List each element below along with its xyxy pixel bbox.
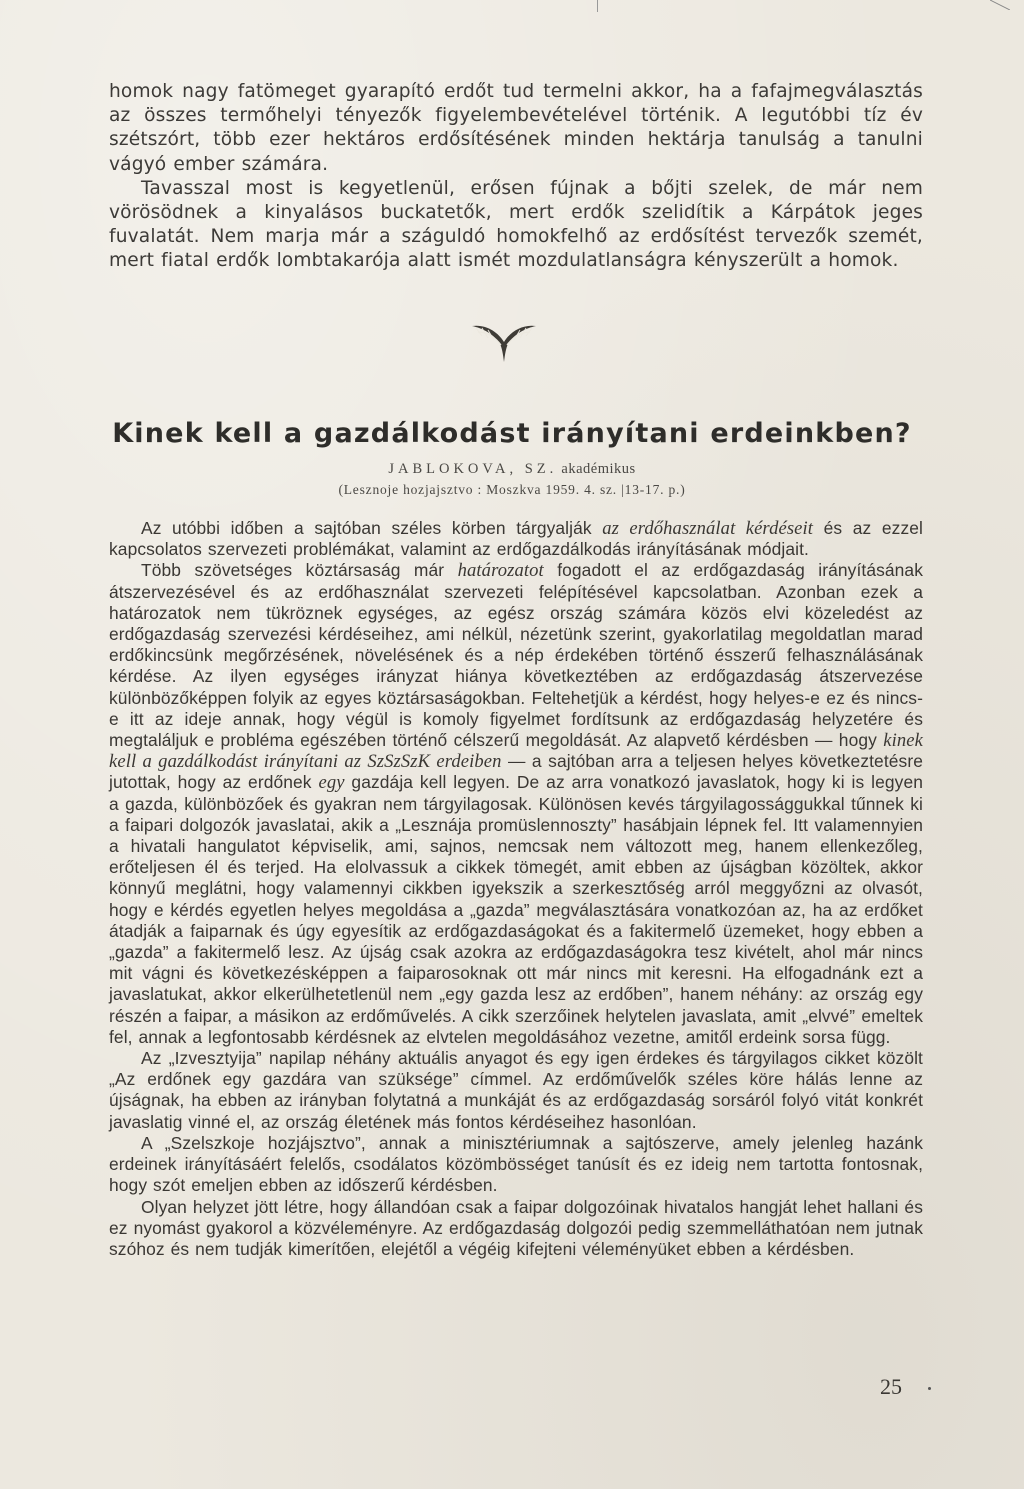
author-role: akadémikus — [561, 461, 636, 477]
text-run: Több szövetséges köztársaság már — [141, 560, 458, 581]
scan-corner-mark — [990, 0, 1010, 10]
text-run: Az „Izvesztyija” napilap néhány aktuális anyagot és egy igen érdekes és tárgyilagos cikket közölt „Az erdőnek egy gazdára van szüksége” címmel. Az erdőművelők széles köre hálás lenne az újságnak, ha ebben az irányban folytatná a munkáját és az erdőgazdaság sorsáról folyó vitát konkrét javaslatig vinné el, az ország életének más fontos kérdéseihez hasonlóan. — [109, 1048, 923, 1132]
italic-phrase: kinek kell a gazdálkodást irányítani az SzSzSzK erdeiben — [109, 730, 923, 773]
text-run: és az ezzel kapcsolatos szervezeti problémákat, valamint az erdőgazdálkodás irányításának módjait. — [109, 518, 923, 560]
text-run: gazdája kell legyen. De az arra vonatkozó javaslatok, hogy ki is legyen a gazda, különbözőek és gyakran nem tárgyilagosak. Különösen kevés tárgyilagossággukkal tűnnek ki a faipari dolgozók javaslatai, akik a „Lesznája promüslennoszty” hasábjain lépnek fel. Itt valamennyien a hivatali hangulatot képviselik, ami, sajnos, nemcsak nem változott meg, hanem ellenkezőleg, erőteljesen él és terjed. Ha elolvassuk a cikkek tömegét, amit ebben az újságban közöltek, akkor könnyű meglátni, hogy valamennyi cikkben igyekszik a szerkesztőség arról meggyőzni az olvasót, hogy e kérdés egyetlen helyes megoldása a „gazda” megválasztására vonatkozóan az, ha az erdőket átadják a faiparnak és úgy egyesítik az erdőgazdaságokat és a fakitermelő üzemeket, hogy ebben a „gazda” a fakitermelő lesz. Az újság csak azokra az erdőgazdaságokra tesz kivételt, ahol már nincs mit vágni és következésképpen a faiparosoknak ott már nincs mit keresni. Ha elfogadnánk ezt a javaslatukat, akkor elkerülhetetlenül nem „egy gazda lesz az erdőben”, hanem néhány: az ország egy részén a faipar, a másikon az erdőművelés. A cikk szerzőinek helytelen javaslata, amit „elvvé” emeltek fel, annak a legfontosabb kérdésnek az elvtelen megoldásához vezetne, amitől erdeink sorsa függ. — [109, 772, 923, 1047]
article-author — [60, 461, 964, 478]
article-paragraph — [109, 560, 923, 1048]
page-number: 25 — [880, 1374, 902, 1399]
text-run: Az utóbbi időben a sajtóban széles körben tárgyalják — [141, 518, 603, 538]
italic-phrase: az erdőhasználat kérdéseit — [602, 518, 814, 539]
article-paragraph — [109, 1197, 923, 1261]
paragraph: homok nagy fatömeget gyarapító erdőt tud termelni akkor, ha a fafajmegválasztás az összes termőhelyi tényezők figyelembevételével történik. A legutóbbi tíz év szétszórt, több ezer hektáros erdősítésének minden hektárja tanulság a tanulni vágyó ember számára. — [109, 81, 923, 175]
text-run: — a sajtóban arra a teljesen helyes következtetésre jutottak, hogy az erdőnek — [109, 751, 923, 793]
page-number-dot — [928, 1387, 931, 1390]
leaf-ornament-icon — [468, 318, 540, 364]
author-name: JABLOKOVA, SZ. — [388, 461, 558, 477]
paragraph: Tavasszal most is kegyetlenül, erősen fújnak a bőjti szelek, de már nem vörösödnek a kinyalásos buckatetők, mert erdők szelidítik a Kárpátok jeges fuvalatát. Nem marja már a száguldó homokfelhő az erdősítést tervezők szemét, mert fiatal erdők lombtakarója alatt ismét mozdulatlanságra kényszerült a homok. — [109, 177, 923, 272]
text-run: Olyan helyzet jött létre, hogy állandóan csak a faipar dolgozóinak hivatalos hangját lehet hallani és ez nyomást gyakorol a közvéleményre. Az erdőgazdaság dolgozói pedig szemmelláthatóan nem jutnak szóhoz és nem tudják kimerítően, elejétől a végéig kifejteni véleményüket ebben a kérdésben. — [109, 1196, 923, 1259]
article-body — [109, 518, 923, 1260]
article-paragraph — [109, 518, 923, 560]
article-source: (Lesznoje hozjajsztvo : Moszkva 1959. 4. sz. |13-17. p.) — [338, 482, 686, 497]
article-title: Kinek kell a gazdálkodást irányítani erdeinkben? — [112, 418, 912, 449]
italic-phrase: határozatot — [457, 560, 544, 582]
article-paragraph — [109, 1048, 923, 1133]
continued-text — [109, 80, 923, 274]
scan-mark — [597, 0, 598, 12]
italic-phrase: egy — [318, 772, 345, 794]
text-run: A „Szelszkoje hozjájsztvo”, annak a minisztériumnak a sajtószerve, amely jelenleg hazánk erdeinek irányításáért felelős, csodálatos közömbösséget tanúsít és ez ideig nem tartotta fontosnak, hogy szót emeljen ebben az időszerű kérdésben. — [109, 1132, 923, 1196]
article-paragraph — [109, 1133, 923, 1197]
text-run: fogadott el az erdőgazdaság irányításának átszervezésével és az erdőhasználat szervezeti felépítésével kapcsolatban. Azonban ezek a határozatok nem tükröznek egységes, az egész ország számára közös elvi közeledést az erdőgazdaság szervezési kérdéseihez, ami nélkül, nézetünk szerint, gyakorlatilag megoldatlan marad erdőkincsünk megőrzésének, növelésének és a nép érdekében történő ésszerű felhasználásának kérdése. Az ilyen egységes irányzat hiánya következtében az erdőgazdaság átszervezése különbözőképpen folyik az egyes köztársaságokban. Feltehetjük a kérdést, hogy helyes-e ez és nincs-e itt az ideje annak, hogy végül is komoly figyelmet fordítsunk az erdőgazdaság helyzetére és megtaláljuk e probléma egészében történő célszerű megoldását. Az alapvető kérdésben — hogy — [109, 560, 923, 751]
